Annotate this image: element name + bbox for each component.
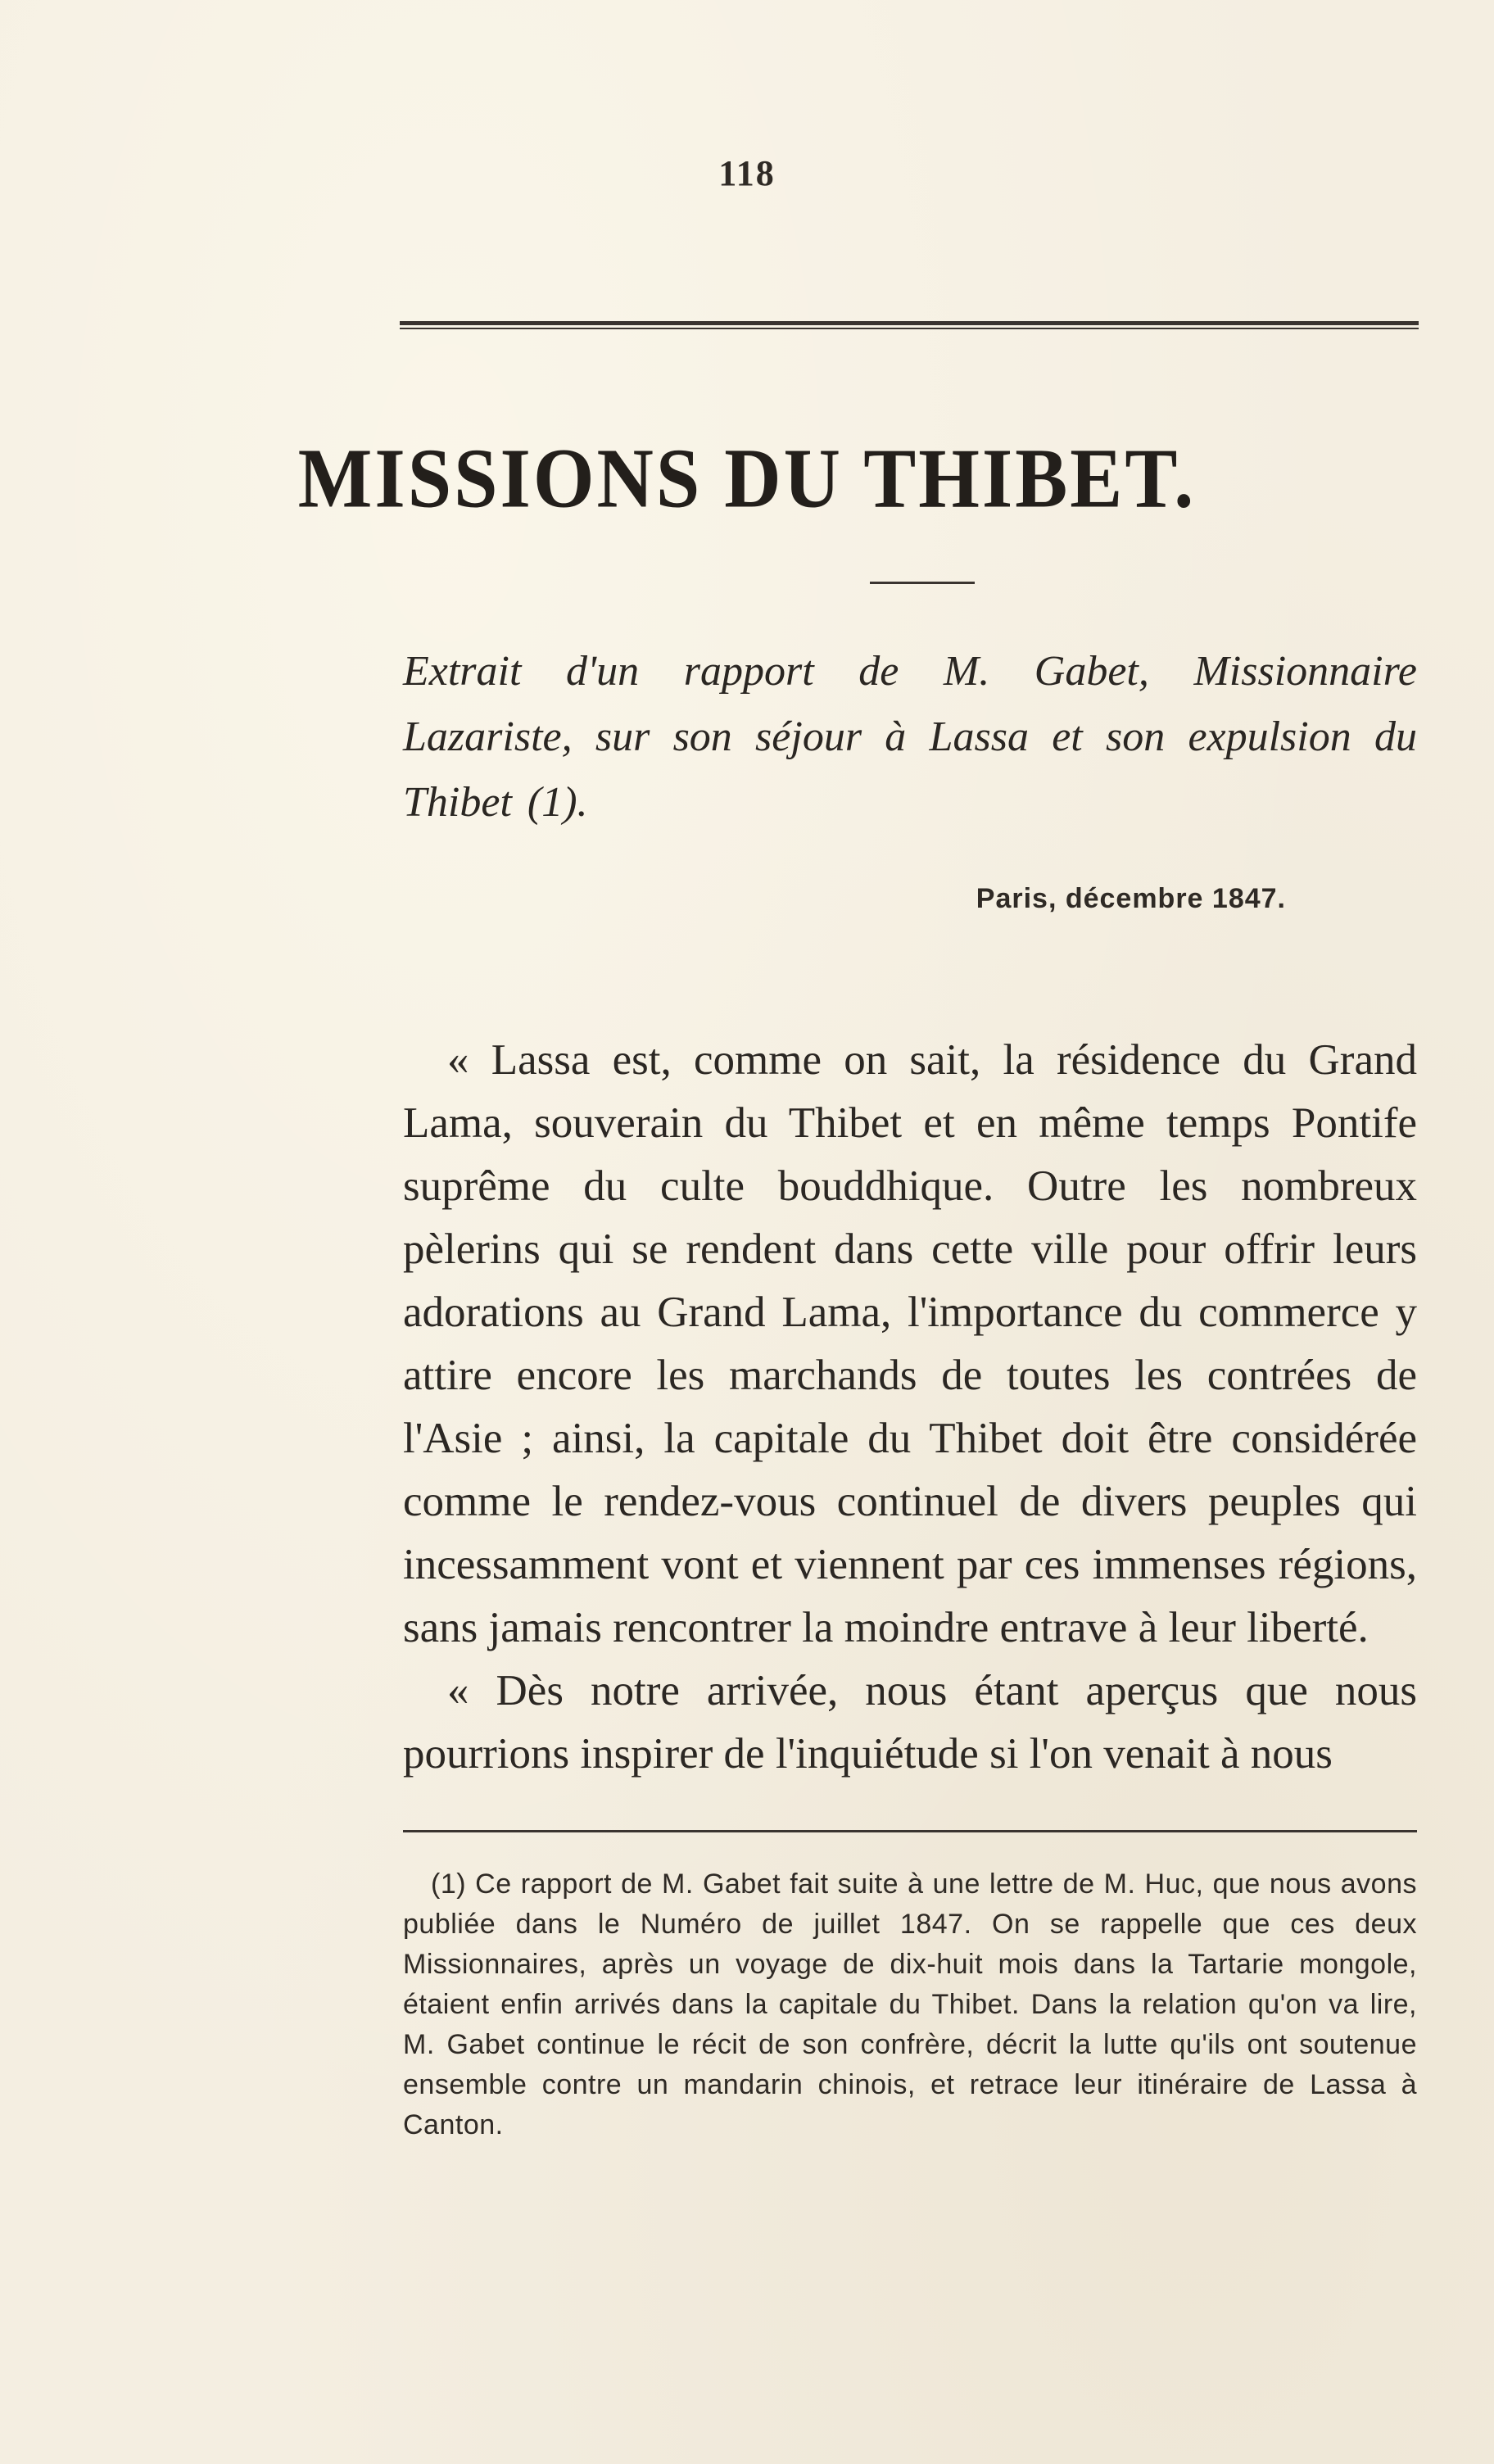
dateline: Paris, décembre 1847. bbox=[976, 883, 1286, 914]
header-rule bbox=[400, 321, 1419, 329]
page-number: 118 bbox=[718, 153, 776, 193]
body-paragraph-2: « Dès notre arrivée, nous étant aperçus que nous pourrions inspirer de l'inquiétude si l'on venait à nous bbox=[403, 1667, 1417, 1778]
body-paragraph-1: « Lassa est, comme on sait, la résidence du Grand Lama, souverain du Thibet et en même temps Pontife suprême du culte bouddhique. Outre les nombreux pèlerins qui se rendent dans cette ville pour offrir leurs adorations au Grand Lama, l'importance du commerce y attire encore les marchands de toutes les contrées de l'Asie ; ainsi, la capitale du Thibet doit être considérée comme le rendez-vous continuel de divers peuples qui incessamment vont et viennent par ces immenses régions, sans jamais rencontrer la moindre entrave à leur liberté. bbox=[403, 1036, 1417, 1651]
body-text bbox=[403, 1029, 1417, 1786]
page-title: MISSIONS DU THIBET. bbox=[297, 430, 1197, 526]
footnote: (1) Ce rapport de M. Gabet fait suite à une lettre de M. Huc, que nous avons publiée dans le Numéro de juillet 1847. On se rappelle que ces deux Missionnaires, après un voyage de dix-huit mois dans la Tartarie mongole, étaient enfin arrivés dans la capitale du Thibet. Dans la relation qu'on va lire, M. Gabet continue le récit de son confrère, décrit la lutte qu'ils ont soutenue ensemble contre un mandarin chinois, et retrace leur itinéraire de Lassa à Canton. bbox=[403, 1868, 1417, 2140]
article-subtitle: Extrait d'un rapport de M. Gabet, Missionnaire Lazariste, sur son séjour à Lassa et son expulsion du Thibet (1). bbox=[403, 648, 1417, 826]
footnote-rule bbox=[403, 1830, 1417, 1832]
title-divider bbox=[870, 582, 975, 584]
